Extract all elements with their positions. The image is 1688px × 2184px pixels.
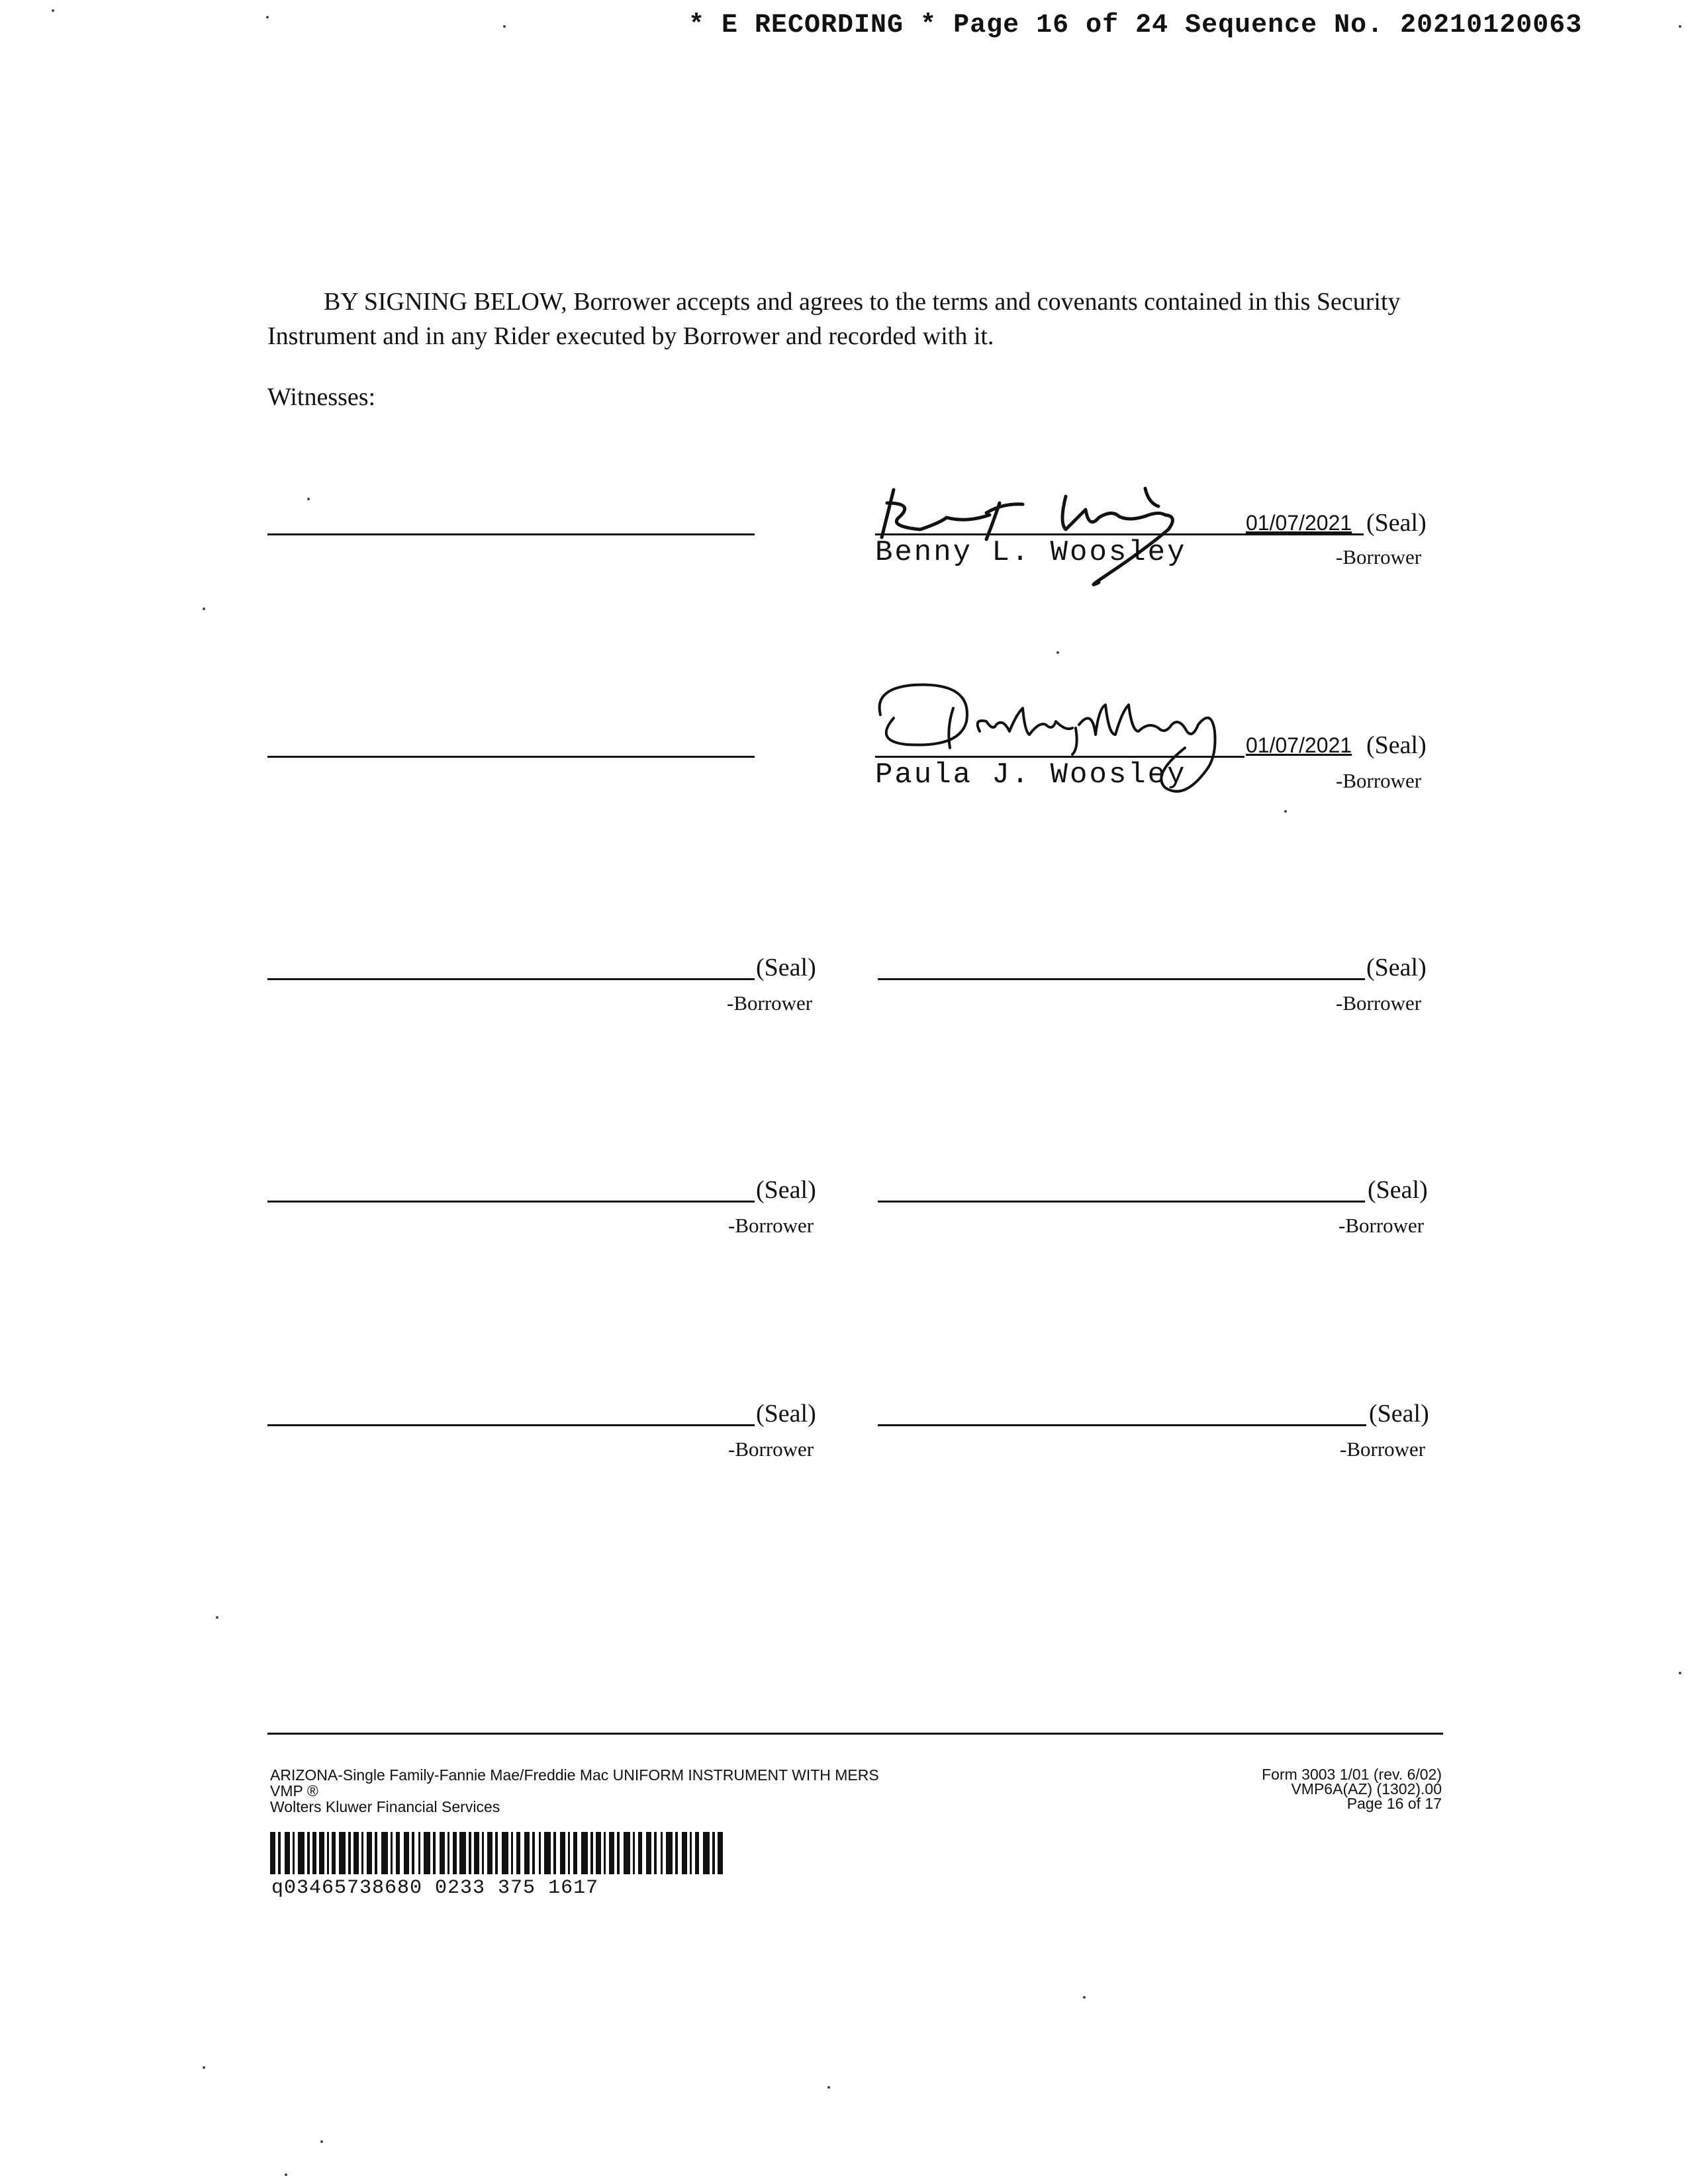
barcode-number: q03465738680 0233 375 1617 (271, 1877, 599, 1899)
footer-right-line: VMP6A(AZ) (1302).00 (1291, 1780, 1442, 1797)
footer-divider (267, 1733, 1443, 1735)
seal-label: (Seal) (1366, 954, 1427, 981)
seal-label: (Seal) (756, 1176, 816, 1204)
witness-signature-line (267, 756, 755, 758)
scan-speck (285, 2173, 287, 2176)
scan-speck (503, 25, 506, 28)
borrower-label: -Borrower (1338, 1214, 1425, 1237)
scan-speck (1056, 651, 1059, 654)
scan-speck (1679, 1672, 1681, 1674)
borrower-label: -Borrower (1336, 769, 1422, 792)
borrower-label: -Borrower (1340, 1437, 1426, 1461)
witnesses-label: Witnesses: (267, 383, 376, 411)
footer-form-number (1262, 1767, 1442, 1811)
footer-right-line: Page 16 of 17 (1346, 1795, 1442, 1812)
scan-speck (52, 9, 54, 12)
scan-speck (266, 16, 269, 19)
borrower-signature-line (878, 978, 1365, 980)
signer-typed-name: Benny L. Woosley (875, 536, 1187, 569)
footer-form-info (270, 1767, 879, 1815)
seal-label: (Seal) (1366, 509, 1427, 537)
scan-speck (827, 2086, 830, 2089)
handwritten-signature (854, 668, 1264, 814)
signing-paragraph-text: BY SIGNING BELOW, Borrower accepts and agrees to the terms and covenants contained in this Security Instrument and in any Rider executed by Borrower and recorded with it. (267, 288, 1401, 350)
borrower-label: -Borrower (728, 1214, 814, 1237)
scan-speck (307, 498, 310, 500)
borrower-signature-line (878, 1201, 1365, 1203)
seal-label: (Seal) (756, 1400, 816, 1428)
seal-label: (Seal) (1366, 731, 1427, 759)
borrower-label: -Borrower (1336, 545, 1422, 569)
footer-right-line: Form 3003 1/01 (rev. 6/02) (1262, 1766, 1442, 1783)
borrower-label: -Borrower (728, 1437, 814, 1461)
borrower-signature-line (267, 1424, 755, 1426)
borrower-signature-line (878, 1424, 1366, 1426)
borrower-label: -Borrower (727, 991, 813, 1015)
seal-label: (Seal) (1368, 1176, 1428, 1204)
footer-left-line: Wolters Kluwer Financial Services (270, 1798, 500, 1815)
signature-date: 01/07/2021 (1246, 733, 1352, 757)
footer-left-line: VMP ® (270, 1782, 318, 1799)
signer-typed-name: Paula J. Woosley (875, 758, 1187, 792)
witness-signature-line (267, 533, 755, 535)
barcode (270, 1832, 727, 1874)
seal-label: (Seal) (756, 954, 816, 981)
scan-speck (1679, 25, 1681, 28)
borrower-signature-line (267, 978, 755, 980)
recording-stamp: * E RECORDING * Page 16 of 24 Sequence No. 20210120063 (688, 11, 1583, 40)
scan-speck (1284, 810, 1287, 813)
scan-speck (216, 1616, 218, 1619)
scan-speck (203, 2066, 205, 2069)
footer-left-line: ARIZONA-Single Family-Fannie Mae/Freddie Mac UNIFORM INSTRUMENT WITH MERS (270, 1766, 879, 1784)
signature-date: 01/07/2021 (1246, 511, 1352, 535)
borrower-signature-line (267, 1201, 755, 1203)
borrower-label: -Borrower (1336, 991, 1422, 1015)
seal-label: (Seal) (1369, 1400, 1429, 1428)
scan-speck (320, 2140, 323, 2143)
scan-speck (203, 608, 205, 610)
signing-paragraph (267, 285, 1439, 353)
scan-speck (1083, 1996, 1086, 1999)
